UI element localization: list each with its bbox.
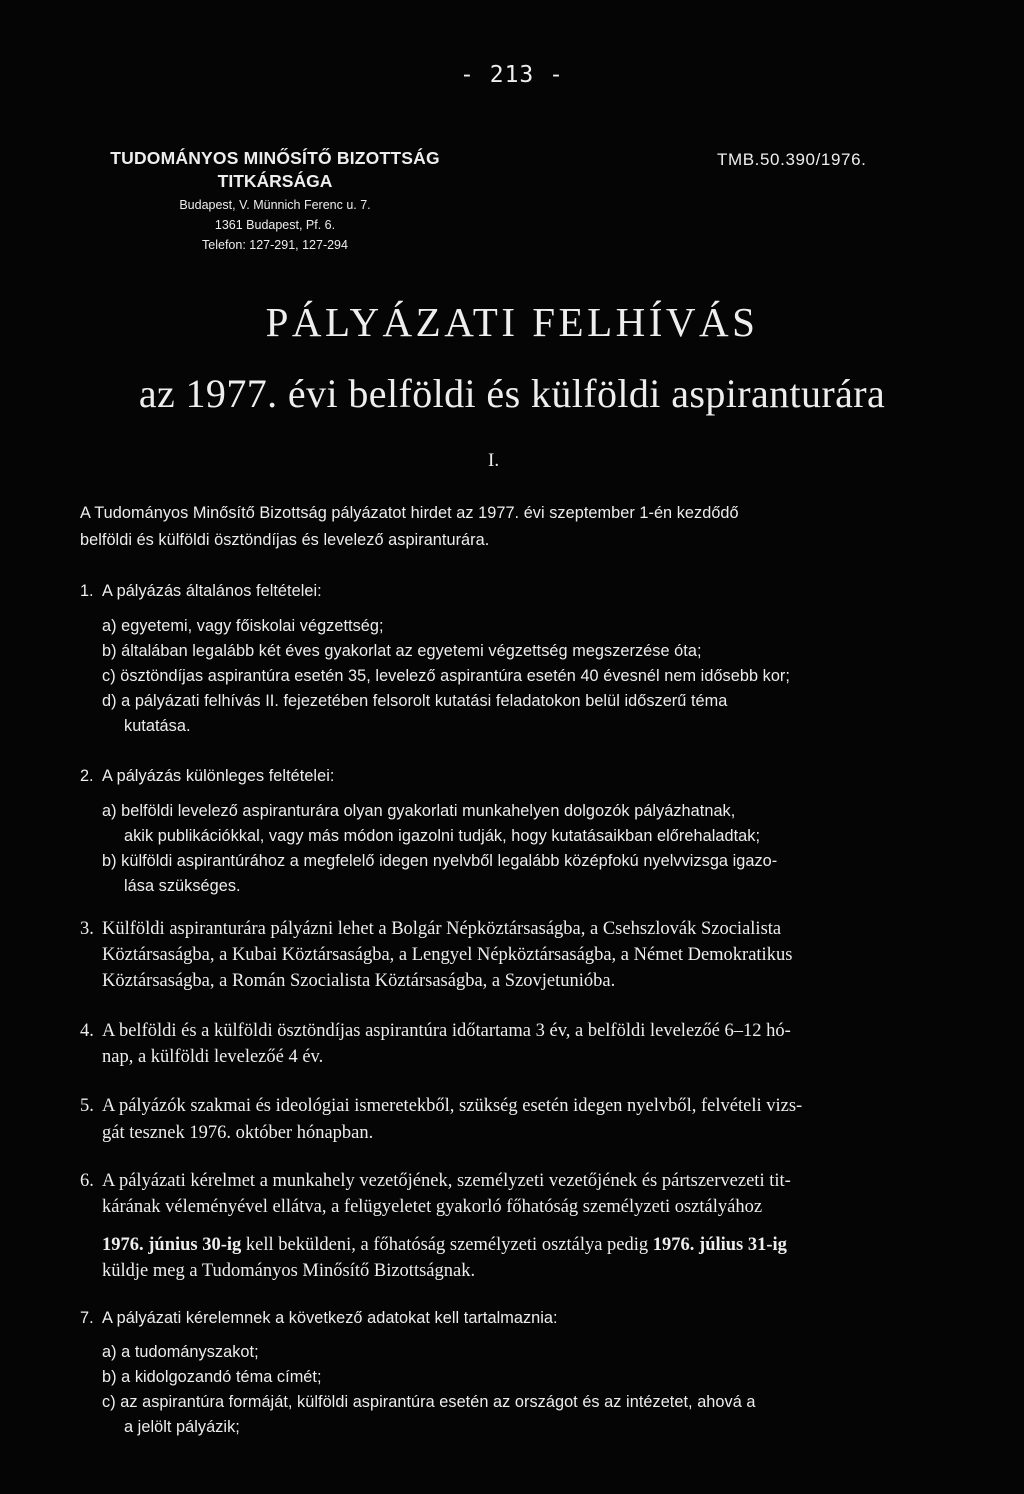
intro-line: A Tudományos Minősítő Bizottság pályázatot hirdet az 1977. évi szeptember 1-én kezdődő <box>80 504 739 522</box>
point-text: Köztársaságba, a Román Szocialista Köztársaságba, a Szovjetunióba. <box>102 971 616 991</box>
point-heading: A pályázati kérelemnek a következő adatokat kell tartalmaznia: <box>102 1309 558 1327</box>
list-item: b) általában legalább két éves gyakorlat az egyetemi végzettség megszerzése óta; <box>102 642 702 660</box>
org-subtitle: TITKÁRSÁGA <box>217 171 333 191</box>
point-number: 6. <box>80 1171 94 1191</box>
point-text: küldje meg a Tudományos Minősítő Bizottságnak. <box>102 1261 476 1281</box>
address-line: 1361 Budapest, Pf. 6. <box>214 218 336 232</box>
list-item-continuation: a jelölt pályázik; <box>124 1418 240 1436</box>
org-name: TUDOMÁNYOS MINŐSÍTŐ BIZOTTSÁG <box>110 148 440 168</box>
section-numeral: I. <box>488 450 500 471</box>
point-number: 4. <box>80 1021 94 1041</box>
deadline-date: 1976. július 31-ig <box>652 1235 787 1255</box>
point-text: Külföldi aspiranturára pályázni lehet a Bolgár Népköztársaságba, a Csehszlovák Szocialista <box>102 919 782 939</box>
address-line: Telefon: 127-291, 127-294 <box>202 238 348 252</box>
list-item: b) külföldi aspirantúrához a megfelelő idegen nyelvből legalább középfokú nyelvvizsga igazo- <box>102 852 778 870</box>
point-heading: A pályázás különleges feltételei: <box>102 767 335 785</box>
list-item: c) az aspirantúra formáját, külföldi aspirantúra esetén az országot és az intézetet, ahová a <box>102 1393 756 1411</box>
list-item: a) a tudományszakot; <box>102 1343 259 1361</box>
point-text: A belföldi és a külföldi ösztöndíjas aspirantúra időtartama 3 év, a belföldi levelezőé 6–12 hó- <box>102 1021 791 1041</box>
point-text: kárának véleményével ellátva, a felügyeletet gyakorló főhatóság személyzeti osztályához <box>102 1197 763 1217</box>
point-number: 7. <box>80 1309 94 1327</box>
list-item-continuation: akik publikációkkal, vagy más módon igazolni tudják, hogy kutatásaikban előrehaladtak; <box>124 827 761 845</box>
document-subtitle: az 1977. évi belföldi és külföldi aspiranturára <box>138 371 886 416</box>
reference-number: TMB.50.390/1976. <box>717 150 867 169</box>
point-text: nap, a külföldi levelezőé 4 év. <box>102 1047 324 1067</box>
page-number: - 213 - <box>460 62 564 88</box>
list-item-continuation: lása szükséges. <box>124 877 241 895</box>
point-number: 5. <box>80 1096 94 1116</box>
point-text: A pályázati kérelmet a munkahely vezetőjének, személyzeti vezetőjének és pártszervezeti tit- <box>102 1171 791 1191</box>
list-item: c) ösztöndíjas aspirantúra esetén 35, levelező aspirantúra esetén 40 évesnél nem idősebb kor; <box>102 667 790 685</box>
deadline-text: kell beküldeni, a főhatóság személyzeti osztálya pedig <box>241 1235 653 1255</box>
address-line: Budapest, V. Münnich Ferenc u. 7. <box>179 198 371 212</box>
document-title: PÁLYÁZATI FELHÍVÁS <box>265 299 759 345</box>
intro-line: belföldi és külföldi ösztöndíjas és levelező aspiranturára. <box>80 531 490 549</box>
point-heading: A pályázás általános feltételei: <box>102 582 322 600</box>
point-number: 1. <box>80 582 94 600</box>
deadline-date: 1976. június 30-ig <box>102 1235 242 1255</box>
list-item: b) a kidolgozandó téma címét; <box>102 1368 322 1386</box>
list-item: d) a pályázati felhívás II. fejezetében felsorolt kutatási feladatokon belül időszerű téma <box>102 692 728 710</box>
point-number: 2. <box>80 767 94 785</box>
point-text: Köztársaságba, a Kubai Köztársaságba, a Lengyel Népköztársaságba, a Német Demokratikus <box>102 945 793 965</box>
deadline-line <box>102 1235 787 1256</box>
list-item-continuation: kutatása. <box>124 717 191 735</box>
point-text: A pályázók szakmai és ideológiai ismeretekből, szükség esetén idegen nyelvből, felvételi vizs- <box>102 1096 803 1116</box>
list-item: a) belföldi levelező aspiranturára olyan gyakorlati munkahelyen dolgozók pályázhatnak, <box>102 802 736 820</box>
point-text: gát tesznek 1976. október hónapban. <box>102 1123 374 1143</box>
list-item: a) egyetemi, vagy főiskolai végzettség; <box>102 617 384 635</box>
point-number: 3. <box>80 919 94 939</box>
